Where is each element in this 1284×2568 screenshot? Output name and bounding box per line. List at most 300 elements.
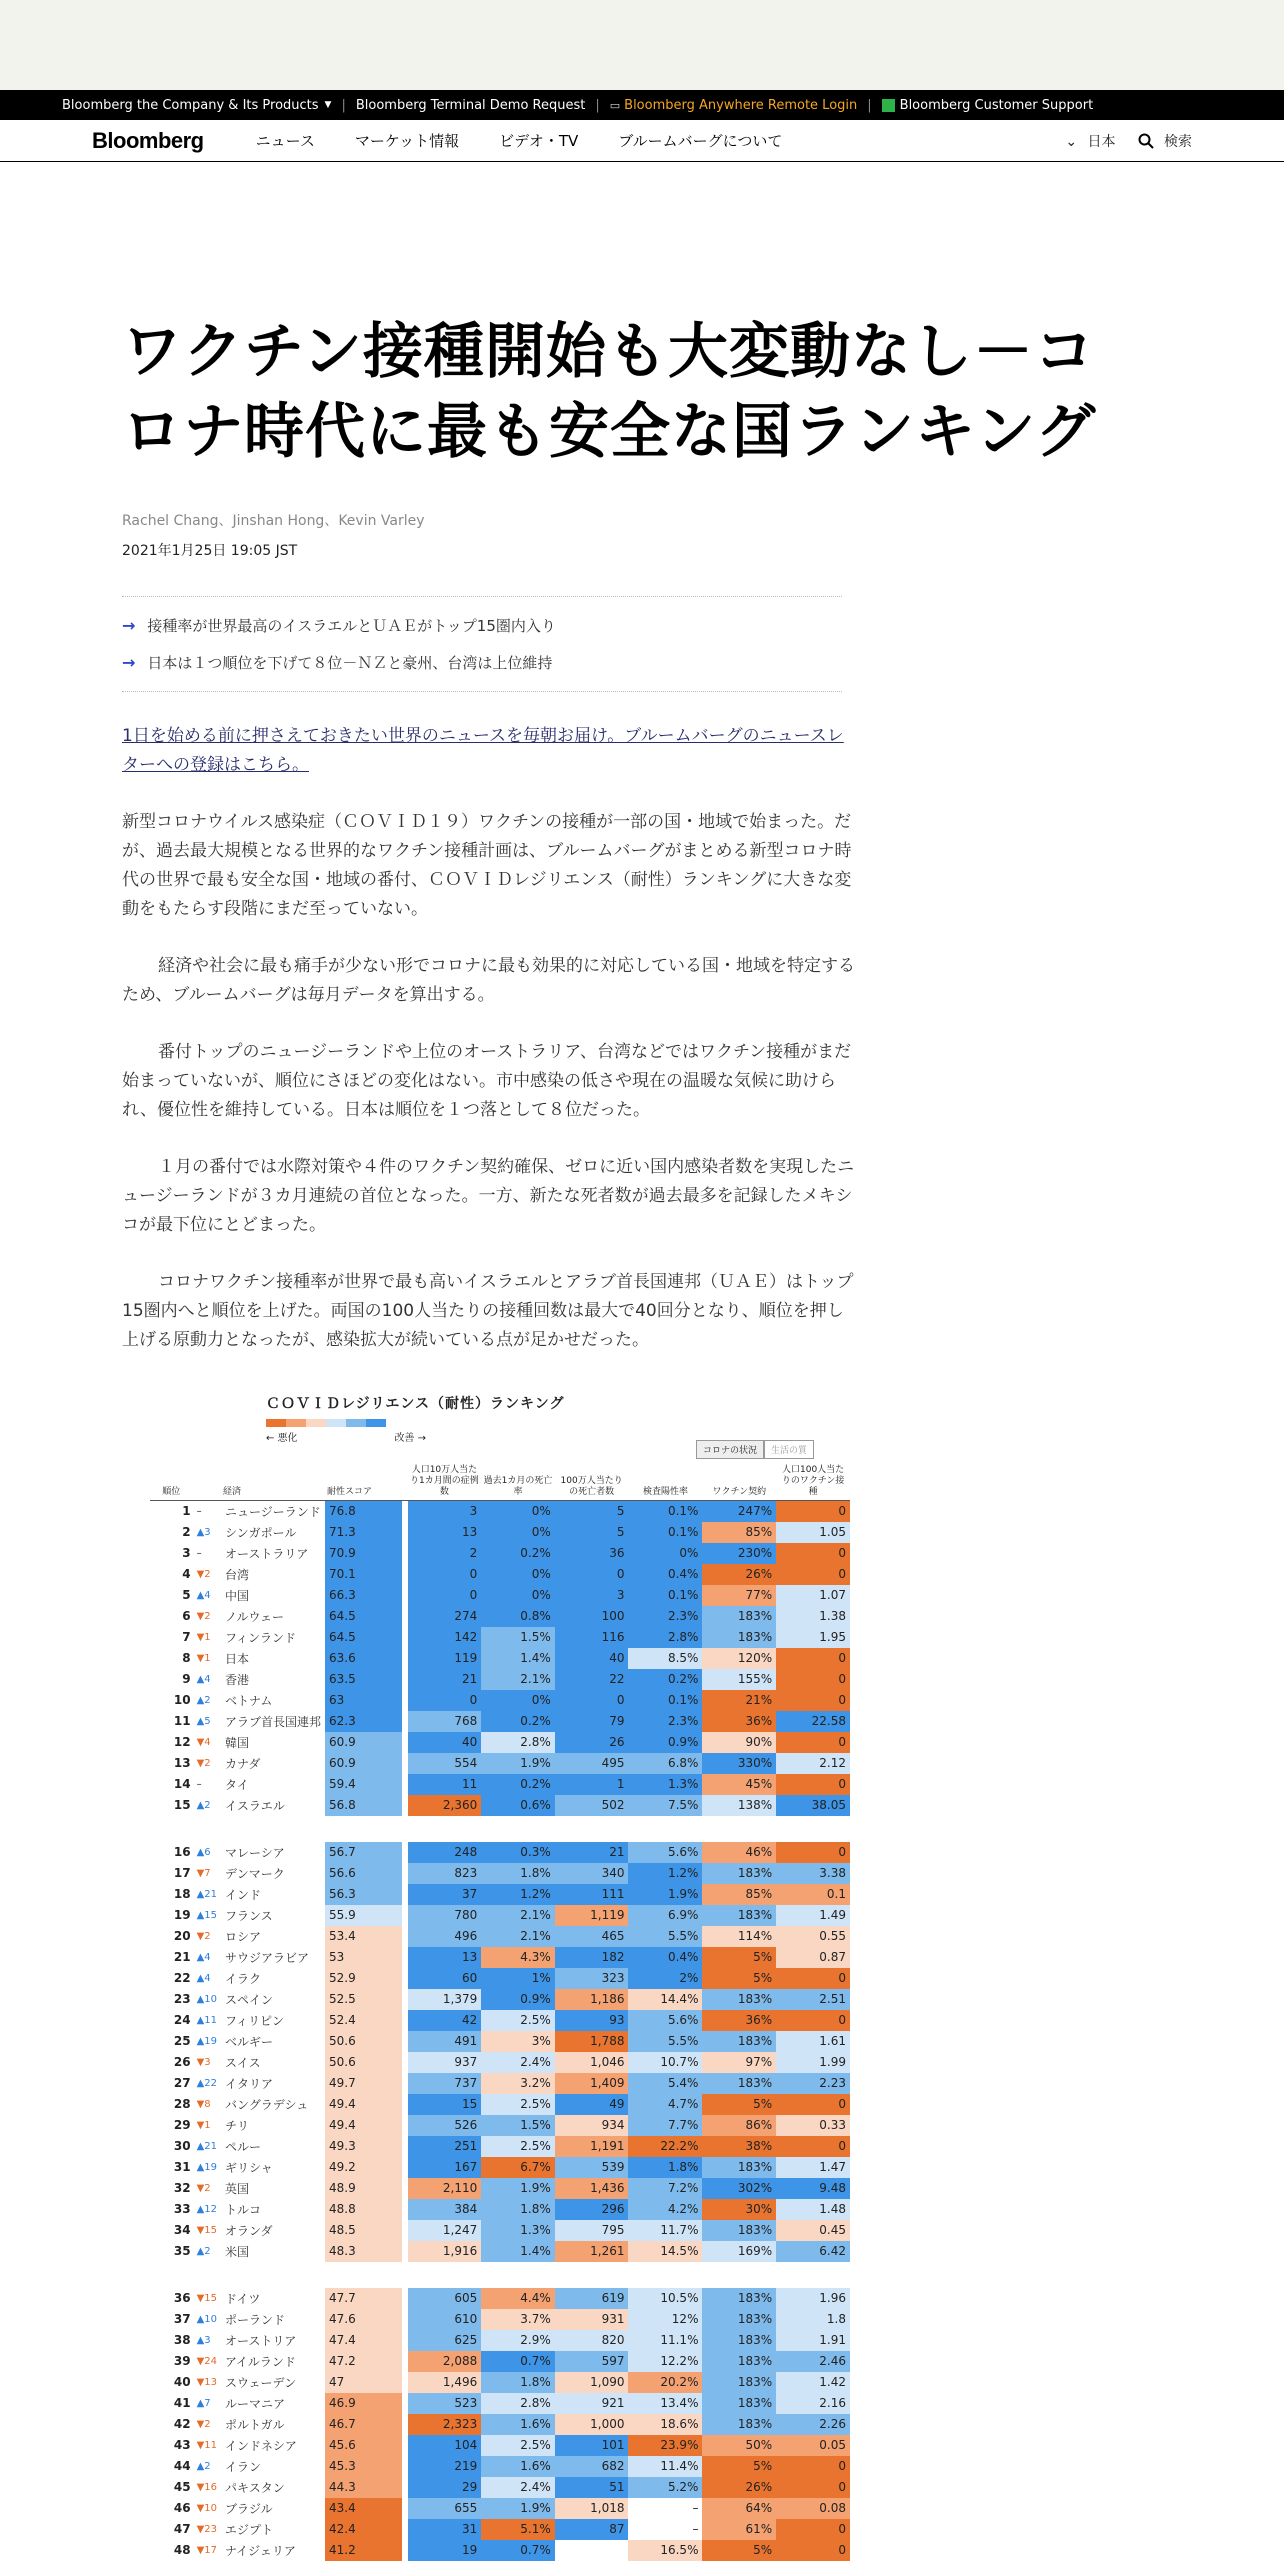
nav-markets[interactable]: マーケット情報: [354, 132, 460, 150]
positivity-cell: 1.9%: [628, 1884, 702, 1905]
rank-cell: 36: [173, 2291, 191, 2305]
rank-change-cell: ▲10: [196, 1993, 217, 2005]
vaccine-deals-cell: 183%: [702, 1989, 776, 2010]
table-row: [150, 2519, 850, 2540]
col-deaths: 100万人当たりの死亡者数: [555, 1463, 629, 1501]
company-products-link[interactable]: [62, 98, 331, 113]
vaccine-deals-cell: 26%: [702, 1564, 776, 1585]
doses-cell: 0: [776, 1968, 850, 1989]
cfr-cell: 1.9%: [481, 2178, 554, 2199]
table-row: [150, 1968, 850, 1989]
rank-change-cell: ▼4: [196, 1736, 211, 1748]
table-row: [150, 2498, 850, 2519]
arrow-right-icon: →: [122, 653, 136, 672]
deaths-cell: 1,436: [555, 2178, 629, 2199]
deaths-cell: 323: [555, 1968, 629, 1989]
region-selector[interactable]: [1059, 131, 1115, 151]
economy-name-cell: ニュージーランド: [224, 1504, 321, 1519]
table-row: [150, 2052, 850, 2073]
score-cell: 49.4: [325, 2115, 402, 2136]
company-products-label: Bloomberg the Company & Its Products: [62, 97, 319, 113]
score-cell: 47: [325, 2372, 402, 2393]
score-cell: 63.5: [325, 1669, 402, 1690]
rank-change-cell: ▼3: [196, 2056, 211, 2068]
rank-cell: 18: [173, 1887, 191, 1901]
rank-cell: 4: [182, 1567, 191, 1581]
rank-change-cell: ▲11: [196, 2014, 217, 2026]
cfr-cell: 2.5%: [481, 2010, 554, 2031]
score-cell: 47.7: [325, 2288, 402, 2309]
deaths-cell: 182: [555, 1947, 629, 1968]
rank-cell: 41: [173, 2396, 191, 2410]
economy-name-cell: 台湾: [224, 1567, 249, 1582]
score-cell: 53.4: [325, 1926, 402, 1947]
positivity-cell: 5.6%: [628, 1842, 702, 1863]
positivity-cell: 10.5%: [628, 2288, 702, 2309]
article-authors[interactable]: Rachel Chang、Jinshan Hong、Kevin Varley: [122, 513, 425, 529]
rank-change-cell: ▲3: [196, 2334, 211, 2346]
cfr-cell: 0.7%: [481, 2351, 554, 2372]
table-row: [150, 2393, 850, 2414]
cases-cell: 605: [408, 2288, 482, 2309]
economy-name-cell: イスラエル: [224, 1798, 285, 1813]
doses-cell: 0: [776, 2456, 850, 2477]
score-cell: 43.4: [325, 2498, 402, 2519]
positivity-cell: 1.8%: [628, 2157, 702, 2178]
positivity-cell: 2.3%: [628, 1711, 702, 1732]
positivity-cell: 0.9%: [628, 1732, 702, 1753]
score-cell: 60.9: [325, 1753, 402, 1774]
vaccine-deals-cell: 86%: [702, 2115, 776, 2136]
rank-change-cell: ▲2: [196, 1799, 211, 1811]
bullet-text: 接種率が世界最高のイスラエルとＵＡＥがトップ15圏内入り: [147, 617, 556, 635]
rank-cell: 45: [173, 2480, 191, 2494]
rank-cell: 19: [173, 1908, 191, 1922]
doses-cell: 1.05: [776, 1522, 850, 1543]
economy-name-cell: ルーマニア: [224, 2396, 285, 2411]
search-button[interactable]: [1138, 131, 1192, 151]
legend-labels: [266, 1429, 426, 1444]
rank-change-cell: ▼10: [196, 2502, 217, 2514]
vaccine-deals-cell: 183%: [702, 1863, 776, 1884]
deaths-cell: 0: [555, 1564, 629, 1585]
cfr-cell: 1.8%: [481, 2199, 554, 2220]
cases-cell: 15: [408, 2094, 482, 2115]
cases-cell: 0: [408, 1690, 482, 1711]
rank-cell: 13: [173, 1756, 191, 1770]
table-row: [150, 1711, 850, 1732]
cfr-cell: 0%: [481, 1690, 554, 1711]
col-cases: 人口10万人当たり1カ月間の症例数: [408, 1463, 482, 1501]
col-cfr: 過去1カ月の死亡率: [481, 1463, 554, 1501]
cases-cell: 119: [408, 1648, 482, 1669]
vaccine-deals-cell: 38%: [702, 2136, 776, 2157]
positivity-cell: 5.6%: [628, 2010, 702, 2031]
doses-cell: 2.26: [776, 2414, 850, 2435]
vaccine-deals-cell: 138%: [702, 1795, 776, 1816]
table-row: [150, 1690, 850, 1711]
col-doses: 人口100人当たりのワクチン接種: [776, 1463, 850, 1501]
vaccine-deals-cell: 5%: [702, 2094, 776, 2115]
score-cell: 64.5: [325, 1606, 402, 1627]
positivity-cell: 13.4%: [628, 2393, 702, 2414]
cases-cell: 1,496: [408, 2372, 482, 2393]
monitor-icon: ▭: [609, 98, 621, 112]
economy-name-cell: サウジアラビア: [224, 1950, 309, 1965]
article-paragraph: 番付トップのニュージーランドや上位のオーストラリア、台湾などではワクチン接種がまだ始まっていないが、順位にさほどの変化はない。市中感染の低さや現在の温暖な気候に助けられ、優位性を維持している。日本は順位を１つ落として８位だった。: [122, 1042, 852, 1120]
vaccine-deals-cell: 120%: [702, 1648, 776, 1669]
rank-cell: 26: [173, 2055, 191, 2069]
score-cell: 48.5: [325, 2220, 402, 2241]
rank-cell: 47: [173, 2522, 191, 2536]
deaths-cell: 934: [555, 2115, 629, 2136]
score-cell: 47.6: [325, 2309, 402, 2330]
cases-cell: 60: [408, 1968, 482, 1989]
cfr-cell: 2.5%: [481, 2435, 554, 2456]
score-cell: 66.3: [325, 1585, 402, 1606]
vaccine-deals-cell: 183%: [702, 2220, 776, 2241]
vaccine-deals-cell: 183%: [702, 2288, 776, 2309]
deaths-cell: 340: [555, 1863, 629, 1884]
anywhere-login-label: Bloomberg Anywhere Remote Login: [624, 97, 858, 113]
doses-cell: 0: [776, 1690, 850, 1711]
cases-cell: 610: [408, 2309, 482, 2330]
table-row: [150, 1753, 850, 1774]
doses-cell: 0.1: [776, 1884, 850, 1905]
ranking-table: [150, 1463, 850, 2561]
positivity-cell: 22.2%: [628, 2136, 702, 2157]
article-paragraph: 新型コロナウイルス感染症（ＣＯＶＩＤ１９）ワクチンの接種が一部の国・地域で始まった。だが、過去最大規模となる世界的なワクチン接種計画は、ブルームバーグがまとめる新型コロナ時代の世界で最も安全な国・地域の番付、ＣＯＶＩＤレジリエンス（耐性）ランキングに大きな変動をもたらす段階にまだ至っていない。: [122, 812, 852, 919]
deaths-cell: 93: [555, 2010, 629, 2031]
cfr-cell: 6.7%: [481, 2157, 554, 2178]
rank-change-cell: ▲4: [196, 1589, 211, 1601]
vaccine-deals-cell: 97%: [702, 2052, 776, 2073]
score-cell: 49.2: [325, 2157, 402, 2178]
toggle-quality-of-life[interactable]: 生活の質: [764, 1440, 814, 1459]
vaccine-deals-cell: 183%: [702, 1905, 776, 1926]
rank-cell: 43: [173, 2438, 191, 2452]
deaths-cell: 1: [555, 1774, 629, 1795]
rank-change-cell: ▼23: [196, 2523, 217, 2535]
rank-change-cell: ▼1: [196, 1631, 211, 1643]
vaccine-deals-cell: 90%: [702, 1732, 776, 1753]
article-paragraph: 経済や社会に最も痛手が少ない形でコロナに最も効果的に対応している国・地域を特定するため、ブルームバーグは毎月データを算出する。: [122, 956, 855, 1005]
toggle-covid-status[interactable]: コロナの状況: [696, 1440, 764, 1459]
doses-cell: 1.8: [776, 2309, 850, 2330]
vaccine-deals-cell: 61%: [702, 2519, 776, 2540]
rank-cell: 34: [173, 2223, 191, 2237]
economy-name-cell: マレーシア: [224, 1845, 285, 1860]
economy-name-cell: アラブ首長国連邦: [224, 1714, 321, 1729]
positivity-cell: 7.7%: [628, 2115, 702, 2136]
doses-cell: 0: [776, 1669, 850, 1690]
doses-cell: 1.38: [776, 1606, 850, 1627]
deaths-cell: 116: [555, 1627, 629, 1648]
positivity-cell: 11.4%: [628, 2456, 702, 2477]
positivity-cell: 6.9%: [628, 1905, 702, 1926]
rank-cell: 16: [173, 1845, 191, 1859]
doses-cell: 2.51: [776, 1989, 850, 2010]
positivity-cell: 2%: [628, 1968, 702, 1989]
col-score: 耐性スコア: [325, 1463, 402, 1501]
cfr-cell: 1.9%: [481, 2498, 554, 2519]
doses-cell: 38.05: [776, 1795, 850, 1816]
cfr-cell: 5.1%: [481, 2519, 554, 2540]
cases-cell: 248: [408, 1842, 482, 1863]
cfr-cell: 1.4%: [481, 1648, 554, 1669]
vaccine-deals-cell: 85%: [702, 1522, 776, 1543]
rank-cell: 5: [182, 1588, 191, 1602]
cfr-cell: 3%: [481, 2031, 554, 2052]
economy-name-cell: トルコ: [224, 2202, 261, 2217]
doses-cell: 0: [776, 1543, 850, 1564]
cfr-cell: 4.4%: [481, 2288, 554, 2309]
rank-change-cell: ▲10: [196, 2313, 217, 2325]
table-row: [150, 2157, 850, 2178]
score-cell: 44.3: [325, 2477, 402, 2498]
table-row: [150, 1774, 850, 1795]
vaccine-deals-cell: 183%: [702, 2414, 776, 2435]
doses-cell: 0: [776, 2136, 850, 2157]
chart-toggle: [696, 1440, 850, 1459]
rank-change-cell: ▲3: [196, 1526, 211, 1538]
rank-cell: 20: [173, 1929, 191, 1943]
cfr-cell: 1.2%: [481, 1884, 554, 1905]
customer-support-link[interactable]: [882, 98, 1094, 113]
economy-name-cell: チリ: [224, 2118, 249, 2133]
chart-legend: [266, 1419, 850, 1427]
table-row: [150, 2220, 850, 2241]
cases-cell: 40: [408, 1732, 482, 1753]
score-cell: 48.8: [325, 2199, 402, 2220]
rank-change-cell: ▲4: [196, 1972, 211, 1984]
doses-cell: 0.45: [776, 2220, 850, 2241]
deaths-cell: 1,119: [555, 1905, 629, 1926]
table-row: [150, 1522, 850, 1543]
table-row: [150, 2199, 850, 2220]
cases-cell: 1,247: [408, 2220, 482, 2241]
rank-cell: 31: [173, 2160, 191, 2174]
cfr-cell: 2.5%: [481, 2136, 554, 2157]
rank-change-cell: ▼8: [196, 2098, 211, 2110]
deaths-cell: 101: [555, 2435, 629, 2456]
legend-worse: ← 悪化: [266, 1433, 298, 1444]
doses-cell: 0.55: [776, 1926, 850, 1947]
rank-change-cell: ▼15: [196, 2224, 217, 2236]
vaccine-deals-cell: 183%: [702, 1627, 776, 1648]
rank-change-cell: ▲12: [196, 2203, 217, 2215]
cases-cell: 21: [408, 1669, 482, 1690]
rank-cell: 40: [173, 2375, 191, 2389]
score-cell: 71.3: [325, 1522, 402, 1543]
newsletter-link[interactable]: 1日を始める前に押さえておきたい世界のニュースを毎朝お届け。ブルームバーグのニュースレターへの登録はこちら。: [122, 726, 844, 775]
rank-change-cell: ▼2: [196, 2418, 211, 2430]
table-row: [150, 1926, 850, 1947]
rank-change-cell: ▲2: [196, 2245, 211, 2257]
summary-bullet: [122, 652, 842, 673]
table-header: [150, 1463, 850, 1501]
rank-cell: 29: [173, 2118, 191, 2132]
rank-cell: 44: [173, 2459, 191, 2473]
doses-cell: 0: [776, 2010, 850, 2031]
vaccine-deals-cell: 5%: [702, 1947, 776, 1968]
cases-cell: 19: [408, 2540, 482, 2561]
table-row: [150, 1905, 850, 1926]
vaccine-deals-cell: 26%: [702, 2477, 776, 2498]
doses-cell: 0: [776, 1842, 850, 1863]
score-cell: 70.9: [325, 1543, 402, 1564]
rank-change-cell: ▲4: [196, 1951, 211, 1963]
resilience-ranking-chart: [150, 1393, 850, 2561]
vaccine-deals-cell: 5%: [702, 2540, 776, 2561]
score-cell: 50.6: [325, 2031, 402, 2052]
rank-cell: 25: [173, 2034, 191, 2048]
deaths-cell: 100: [555, 1606, 629, 1627]
economy-name-cell: インド: [224, 1887, 261, 1902]
doses-cell: 2.23: [776, 2073, 850, 2094]
deaths-cell: 1,409: [555, 2073, 629, 2094]
vaccine-deals-cell: 183%: [702, 2393, 776, 2414]
economy-name-cell: カナダ: [224, 1756, 261, 1771]
cases-cell: 554: [408, 1753, 482, 1774]
terminal-demo-link[interactable]: Bloomberg Terminal Demo Request: [355, 97, 586, 113]
table-row: [150, 2540, 850, 2561]
positivity-cell: 23.9%: [628, 2435, 702, 2456]
economy-name-cell: フィンランド: [224, 1630, 297, 1645]
deaths-cell: 40: [555, 1648, 629, 1669]
search-icon: [1138, 133, 1154, 149]
vaccine-deals-cell: 36%: [702, 1711, 776, 1732]
deaths-cell: 795: [555, 2220, 629, 2241]
economy-name-cell: ブラジル: [224, 2501, 273, 2516]
table-row: [150, 2351, 850, 2372]
rank-change-cell: ▼2: [196, 2182, 211, 2194]
rank-change-cell: ▲19: [196, 2161, 217, 2173]
table-row: [150, 2115, 850, 2136]
cfr-cell: 1.4%: [481, 2241, 554, 2262]
rank-cell: 8: [182, 1651, 191, 1665]
positivity-cell: –: [628, 2498, 702, 2519]
deaths-cell: 1,018: [555, 2498, 629, 2519]
doses-cell: 0: [776, 2519, 850, 2540]
vaccine-deals-cell: 183%: [702, 2031, 776, 2052]
rank-cell: 21: [173, 1950, 191, 1964]
positivity-cell: 11.7%: [628, 2220, 702, 2241]
deaths-cell: 597: [555, 2351, 629, 2372]
table-row: [150, 2456, 850, 2477]
score-cell: 47.4: [325, 2330, 402, 2351]
positivity-cell: 1.2%: [628, 1863, 702, 1884]
economy-name-cell: オランダ: [224, 2223, 273, 2238]
economy-name-cell: イラク: [224, 1971, 261, 1986]
vaccine-deals-cell: 183%: [702, 2309, 776, 2330]
economy-name-cell: ロシア: [224, 1929, 261, 1944]
anywhere-login-link[interactable]: [610, 98, 858, 113]
rank-cell: 27: [173, 2076, 191, 2090]
score-cell: 49.7: [325, 2073, 402, 2094]
summary-bullets: [122, 596, 842, 692]
cases-cell: 13: [408, 1947, 482, 1968]
economy-name-cell: ナイジェリア: [224, 2543, 296, 2558]
rank-cell: 24: [173, 2013, 191, 2027]
cases-cell: 2,360: [408, 1795, 482, 1816]
cfr-cell: 2.1%: [481, 1905, 554, 1926]
score-cell: 46.9: [325, 2393, 402, 2414]
rank-change-cell: –: [196, 1547, 202, 1559]
deaths-cell: 1,090: [555, 2372, 629, 2393]
bloomberg-logo[interactable]: Bloomberg: [92, 127, 204, 153]
positivity-cell: –: [628, 2519, 702, 2540]
economy-name-cell: パキスタン: [224, 2480, 285, 2495]
economy-name-cell: ポーランド: [224, 2312, 285, 2327]
doses-cell: 2.12: [776, 1753, 850, 1774]
score-cell: 52.9: [325, 1968, 402, 1989]
rank-change-cell: ▼16: [196, 2481, 217, 2493]
cfr-cell: 1.9%: [481, 1753, 554, 1774]
deaths-cell: 3: [555, 1585, 629, 1606]
cfr-cell: 1%: [481, 1968, 554, 1989]
cases-cell: 31: [408, 2519, 482, 2540]
cases-cell: 3: [408, 1501, 482, 1522]
article-date: 2021年1月25日 19:05 JST: [122, 543, 298, 559]
cfr-cell: 1.5%: [481, 1627, 554, 1648]
nav-video-tv[interactable]: ビデオ・TV: [499, 132, 579, 150]
deaths-cell: 79: [555, 1711, 629, 1732]
economy-name-cell: ベルギー: [224, 2034, 273, 2049]
deaths-cell: 49: [555, 2094, 629, 2115]
rank-change-cell: ▼11: [196, 2439, 217, 2451]
table-row: [150, 2094, 850, 2115]
table-row: [150, 2330, 850, 2351]
cfr-cell: 0.6%: [481, 1795, 554, 1816]
score-cell: 76.8: [325, 1501, 402, 1522]
customer-support-label: Bloomberg Customer Support: [899, 97, 1094, 113]
vaccine-deals-cell: 64%: [702, 2498, 776, 2519]
rank-cell: 9: [182, 1672, 191, 1686]
cfr-cell: 0.8%: [481, 1606, 554, 1627]
caret-down-icon: ▼: [324, 100, 332, 110]
doses-cell: 0: [776, 1564, 850, 1585]
deaths-cell: 0: [555, 1690, 629, 1711]
nav-news[interactable]: ニュース: [255, 132, 315, 150]
deaths-cell: 1,191: [555, 2136, 629, 2157]
economy-name-cell: ポルトガル: [224, 2417, 285, 2432]
table-row: [150, 1732, 850, 1753]
score-cell: 60.9: [325, 1732, 402, 1753]
cases-cell: 2,323: [408, 2414, 482, 2435]
deaths-cell: 495: [555, 1753, 629, 1774]
legend-swatch: [326, 1419, 346, 1427]
cases-cell: 251: [408, 2136, 482, 2157]
score-cell: 50.6: [325, 2052, 402, 2073]
score-cell: 49.3: [325, 2136, 402, 2157]
table-row: [150, 2136, 850, 2157]
legend-better: 改善 →: [394, 1433, 426, 1444]
doses-cell: 22.58: [776, 1711, 850, 1732]
vaccine-deals-cell: 5%: [702, 1968, 776, 1989]
economy-name-cell: スウェーデン: [224, 2375, 297, 2390]
rank-cell: 22: [173, 1971, 191, 1985]
deaths-cell: 296: [555, 2199, 629, 2220]
cfr-cell: 0.7%: [481, 2540, 554, 2561]
cases-cell: 655: [408, 2498, 482, 2519]
positivity-cell: 14.4%: [628, 1989, 702, 2010]
nav-about[interactable]: ブルームバーグについて: [618, 132, 783, 150]
economy-name-cell: 香港: [224, 1672, 249, 1687]
deaths-cell: 921: [555, 2393, 629, 2414]
deaths-cell: 619: [555, 2288, 629, 2309]
vaccine-deals-cell: 21%: [702, 1690, 776, 1711]
